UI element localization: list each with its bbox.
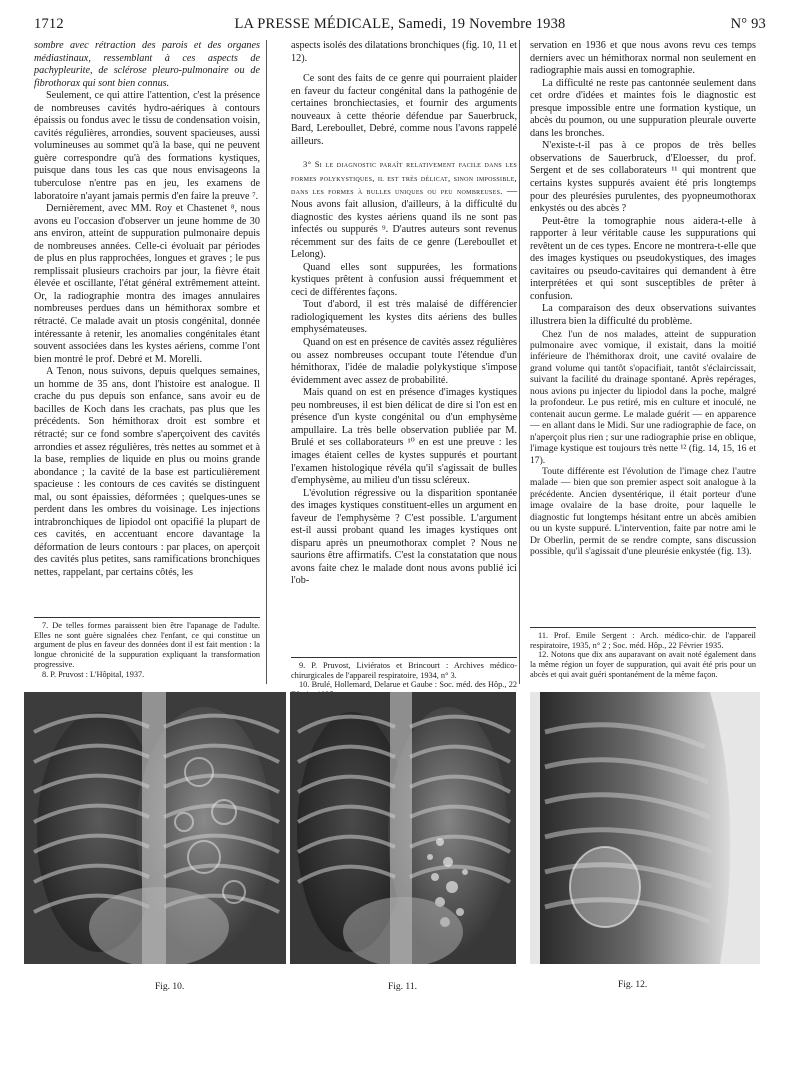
footnote-rule <box>34 617 260 618</box>
journal-title: LA PRESSE MÉDICALE, Samedi, 19 Novembre 1938 <box>234 16 566 32</box>
footnote: 7. De telles formes paraissent bien être l'apanage de l'adulte. Elles ne sont guère signalées chez l'enfant, ce qui constitue un argument de plus en faveur des données dont il est fait mention : la longue chronicité de la suppuration expliquant la transformation progressive. <box>34 621 260 669</box>
paragraph: N'existe-t-il pas à ce propos de très belles observations de Sauerbruck, d'Eloesser, du prof. Sergent et de ses collaborateurs ¹¹ qui montrent que certains kystes suppurés avaient été pris longtemps pour des pleurésies purulentes, des pyopneumothorax enkystés ou des abcès ? <box>530 140 756 215</box>
figure-11-radiograph <box>290 692 516 964</box>
paragraph: Ce sont des faits de ce genre qui pourraient plaider en faveur du facteur congénital dans la pathogénie de certaines bronchiectasies, et fournir des arguments nouveaux à cette théorie défendue par Sauerbruck, Bard, Lereboullet, Debré, comme nous l'avons rappelé ailleurs. <box>291 73 517 147</box>
text-column-2 <box>291 40 517 588</box>
figure-12-caption: Fig. 12. <box>618 980 648 990</box>
page-number: 1712 <box>34 16 64 32</box>
paragraph: servation en 1936 et que nous avons revu ces temps derniers avec un hémithorax normal non seulement en radiographie mais aussi en tomographie. <box>530 40 756 77</box>
page-header <box>34 16 766 36</box>
issue-number: N° 93 <box>730 16 766 32</box>
paragraph: La comparaison des deux observations suivantes illustrera bien la difficulté du problème. <box>530 303 756 328</box>
paragraph <box>291 158 517 261</box>
paragraph: Toute différente est l'évolution de l'image chez l'autre malade — bien que son premier aspect soit analogue à la précédente. Ancien dysentérique, il était porteur d'une image ovalaire de la base droite, pour laquelle le diagnostic fut longtemps hésitant entre un abcès amibien ou un kyste suppuré. L'intervention, faite par notre ami le Dr Oberlin, permit de se rendre compte, sans discussion possible, qu'il s'agissait d'une pleurésie enkystée (fig. 13). <box>530 466 756 558</box>
paragraph: Chez l'un de nos malades, atteint de suppuration pulmonaire avec vomique, il existait, dans la moitié inférieure de l'hémithorax droit, une cavité ovalaire de grand volume qui tantôt s'opacifiait, tantôt s'éclaircissait, suivant la facilité du drainage spontané. Après repérages, nous avions pu injecter du lipiodol dans la poche, malgré la profondeur. Le pus retiré, mis en culture et inoculé, ne contenait aucun germe. Le malade guérit — en apparence — en allant dans le Midi. Sur une radiographie de face, on n'aperçoit plus rien ; sur une radiographie prise en oblique, l'image kystique est toujours très nette ¹² (fig. 14, 15, 16 et 17). <box>530 328 756 466</box>
figure-11-caption: Fig. 11. <box>388 982 417 992</box>
paragraph-text: — Nous avons fait allusion, d'ailleurs, à la difficulté du diagnostic des kystes aériens quand ils ne sont pas infectés ou suppurés ⁹. D'autres auteurs sont revenus récemment sur des faits de ce genre (Lereboullet et Lelong). <box>291 186 518 261</box>
paragraph: A Tenon, nous suivons, depuis quelques semaines, un homme de 35 ans, dont l'histoire est analogue. Il crache du pus depuis son enfance, sans avoir eu de bacilles de Koch dans les crachats, pas plus que les précédents. Son hémithorax droit est sombre et rétracté; sur ce fond sombre s'aperçoivent des cavités arrondies et assez régulières, très nettes au sommet et à la base, remplies de liquide en plus ou moins grande abondance ; la cavité de la base est particulièrement spacieuse : les contours de ces cavités se distinguent mal, ou sont épaissies, déformées ; quelques-unes se perdent dans les ombres du voisinage. Les injections intrabronchiques de lipiodol ont opacifié la plupart de ces cavités, en accentuant encore davantage la déformation de leurs contours : par places, on aperçoit des cavités plus petites, sans ramifications bronchiques nettes, rappelant, par certains côtés, les <box>34 366 260 578</box>
column-rule <box>519 40 520 684</box>
footnotes-column-3 <box>530 631 756 680</box>
footnote: 8. P. Pruvost : L'Hôpital, 1937. <box>42 669 145 679</box>
paragraph: L'évolution régressive ou la disparition spontanée des images kystiques constituent-elles un argument en faveur de l'emphysème ? C'est possible. L'argument est-il aussi probant quand les images kystiques ont disparu après un pneumothorax complet ? Nous ne saurions être affirmatifs. C'est la constatation que nous avons faite chez le malade dont nous avons publié ici l'ob- <box>291 487 517 587</box>
paragraph: Seulement, ce qui attire l'attention, c'est la présence de nombreuses cavités hydro-aériques à contours épaissis ou fondus avec le tissu de condensation voisin, cavités régulières, arrondies, souvent spacieuses, aussi volumineuses au sommet qu'à la base, qui ne peuvent guère correspondre qu'à des formations kystiques, puisque dans tous les cas que nous envisageons la tuberculose n'entre pas en jeu, les examens de laboratoire n'ayant jamais permis d'en faire la preuve ⁷. <box>34 90 260 202</box>
paragraph: Tout d'abord, il est très malaisé de différencier radiologiquement les kystes dits aériens des bulles emphysémateuses. <box>291 299 517 336</box>
paragraph: Mais quand on est en présence d'images kystiques peu nombreuses, il est bien délicat de dire si l'on est en présence d'un kyste congénital ou d'un emphysème ampullaire. La très belle observation publiée par M. Brulé et ses collaborateurs ¹⁰ en est une preuve : les images étaient celles de kystes suppurés et pourtant l'examen histologique révéla qu'il s'agissait de bulles d'emphysème, au milieu d'un tissu scléreux. <box>291 387 517 487</box>
footnote-rule <box>530 627 756 628</box>
paragraph: Dernièrement, avec MM. Roy et Chastenet ⁸, nous avons eu l'occasion d'observer un jeune homme de 30 ans environ, atteint de suppuration pulmonaire depuis de nombreuses années. Celle-ci évoluait par périodes de plus en plus rapprochées, longues et graves ; le pus remplissait plusieurs crachoirs par jour, la fièvre était élevée et oscillante, l'état général extrêmement atteint. Or, la radiographie montra des images annulaires nombreuses perdues dans un hémithorax sombre et rétracté. Ce malade avait un ptosis congénital, donnée intéressante à retenir, les anomalies congénitales étant souvent associées dans les kystes aériens, comme l'ont bien montré le prof. Debré et M. Morelli. <box>34 203 260 365</box>
footnote: 12. Notons que dix ans auparavant on avait noté également dans la même région un foyer de suppuration, qui avait été pris pour un abcès et qui avait guéri spontanément de la même façon. <box>530 650 756 679</box>
text-column-3 <box>530 40 756 558</box>
footnote-rule <box>291 657 517 658</box>
paragraph: La difficulté ne reste pas cantonnée seulement dans cet ordre d'idées et maintes fois le diagnostic est presque impossible entre une formation kystique, un abcès du poumon, ou une suppuration pleurale ouverte dans les bronches. <box>530 77 756 139</box>
figure-10-caption: Fig. 10. <box>155 982 185 992</box>
figure-10-radiograph <box>24 692 286 964</box>
footnote: 11. Prof. Emile Sergent : Arch. médico-chir. de l'appareil respiratoire, 1935, n° 2 ; Soc. méd. Hôp., 22 Février 1935. <box>530 631 756 650</box>
section-heading: 3° Si le diagnostic paraît relativement facile dans les formes polykystiques, il est très délicat, sinon impossible, dans les formes à bulles uniques ou peu nombreuses. <box>291 159 517 197</box>
footnote: 9. P. Pruvost, Liviératos et Brincourt : Archives médico-chirurgicales de l'appareil respiratoire, 1934, n° 3. <box>291 661 517 680</box>
paragraph: Peut-être la tomographie nous aidera-t-elle à rapporter à leur véritable cause les suppurations qui revêtent un de ces types. Encore ne montrera-t-elle que des images kystiques ou pseudokystiques, des images cavitaires ou pseudo-cavitaires qui demandent à être interprétées et qui sont susceptibles de prêter à confusion. <box>530 215 756 302</box>
paragraph: sombre avec rétraction des parois et des organes médiastinaux, ressemblant à ces aspects de pachypleurite, de sclérose pleuro-pulmonaire ou de fibrothorax qui sont bien connus. <box>34 40 260 89</box>
column-rule <box>266 40 267 684</box>
paragraph: Quand elles sont suppurées, les formations kystiques prêtent à confusion aussi fréquemment et ceci de différentes façons. <box>291 261 517 298</box>
text-column-1 <box>34 40 260 580</box>
figure-12-radiograph <box>530 692 760 964</box>
paragraph: Quand on est en présence de cavités assez régulières ou assez nombreuses occupant toute l'étendue d'un hémithorax, l'idée de maladie polykystique s'impose évidemment avec assez de probabilité. <box>291 337 517 386</box>
footnotes-column-1 <box>34 621 260 679</box>
footnote: 10. Brulé, Hollemard, Delarue et Gaube : Soc. méd. des Hôp., 22 <box>299 680 517 690</box>
paragraph: aspects isolés des dilatations bronchiques (fig. 10, 11 et 12). <box>291 40 517 64</box>
